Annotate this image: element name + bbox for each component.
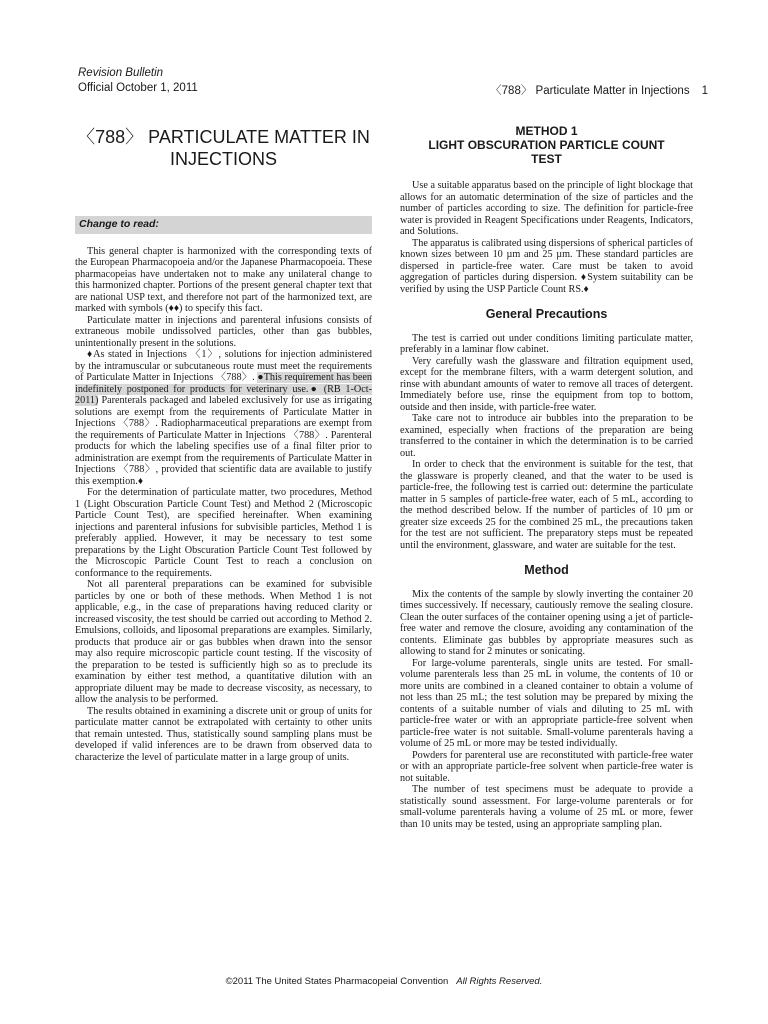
paragraph-method-1: Mix the contents of the sample by slowly inverting the container 20 times successively. If necessary, cautiously remove the sealing closure. Clean the outer surfaces of the container opening using a jet of particle-free water and remove the closure, avoiding any contamination of the contents. Eliminate gas bubbles by appropriate measures such as allowing to stand for 2 minutes or sonicating. <box>400 588 693 657</box>
chapter-title-line2: INJECTIONS <box>169 149 277 169</box>
paragraph-exemptions <box>75 349 372 487</box>
change-to-read-banner: Change to read: <box>75 216 372 234</box>
paragraph-definition: Particulate matter in injections and parenteral infusions consists of extraneous mobile undissolved particles, other than gas bubbles, unintentionally present in the solutions. <box>75 314 372 349</box>
right-column <box>400 124 693 830</box>
paragraph-harmonization: This general chapter is harmonized with the corresponding texts of the European Pharmacopoeia and/or the Japanese Pharmacopoeia. These pharmacopeias have undertaken not to make any unilateral change to this harmonized chapter. Portions of the present general chapter text that are national USP text, and therefore not part of the harmonized text, are marked with symbols (♦♦) to specify this fact. <box>75 245 372 314</box>
revision-highlight: ●This requirement has been indefinitely postponed for products for veterinary use.● (RB 1-Oct-2011) <box>75 372 373 406</box>
official-date: Official October 1, 2011 <box>78 82 198 94</box>
exemptions-text-a: ♦As stated in Injections 〈1〉, solutions for injection administered by the intramuscular or subcutaneous route must meet the requirements of Particulate Matter in Injections 〈788〉. <box>75 349 372 383</box>
chapter-title-line1: 〈788〉 PARTICULATE MATTER IN <box>77 127 370 147</box>
header-right <box>490 82 708 98</box>
section-heading-method: Method <box>524 563 569 577</box>
method-1-title-line2: TEST <box>531 152 562 166</box>
section-heading-general-precautions: General Precautions <box>485 307 608 321</box>
paragraph-procedures: For the determination of particulate matter, two procedures, Method 1 (Light Obscuration Particle Count Test) and Method 2 (Microscopic Particle Count Test), are specified hereinafter. When examining injections and parenteral infusions for subvisible particles, Method 1 is preferably applied. However, it may be necessary to test some preparations by the Light Obscuration Particle Count Test followed by the Microscopic Particle Count Test to reach a conclusion on conformance to the requirements. <box>75 487 372 579</box>
bulletin-label: Revision Bulletin <box>78 67 164 79</box>
chapter-title <box>75 126 372 170</box>
paragraph-method-3: Powders for parenteral use are reconstituted with particle-free water or with an appropriate particle-free solvent when particle-free water is not suitable. <box>400 749 693 784</box>
page-footer <box>0 976 768 987</box>
paragraph-apparatus: Use a suitable apparatus based on the principle of light blockage that allows for an automatic determination of the size of particles and the number of particles according to size. The definition for particle-free water is provided in Reagent Specifications under Reagents, Indicators, and Solutions. <box>400 180 693 237</box>
method-1-label: METHOD 1 <box>515 124 578 138</box>
paragraph-precautions-4: In order to check that the environment is suitable for the test, that the glassware is properly cleaned, and that the water to be used is particle-free, the following test is carried out: determine the particulate matter in 5 samples of particle-free water, each of 5 mL, according to the method described below. If the number of particles of 10 µm or greater size exceeds 25 for the combined 25 mL, the precautions taken for the test are not sufficient. The preparatory steps must be repeated until the environment, glassware, and water are suitable for the test. <box>400 459 693 551</box>
rights-text: All Rights Reserved. <box>456 976 543 987</box>
method-1-title-line1: LIGHT OBSCURATION PARTICLE COUNT <box>428 138 665 152</box>
paragraph-sampling: The results obtained in examining a discrete unit or group of units for particulate matter cannot be extrapolated with certainty to other units that remain untested. Thus, statistically sound sampling plans must be developed if valid inferences are to be drawn from observed data to characterize the level of particulate matter in a large group of units. <box>75 705 372 763</box>
header-left <box>78 66 198 96</box>
paragraph-precautions-3: Take care not to introduce air bubbles into the preparation to be examined, especially when fractions of the preparation are being transferred to the container in which the determination is to be carried out. <box>400 413 693 459</box>
paragraph-method-4: The number of test specimens must be adequate to provide a statistically sound assessment. For large-volume parenterals or for small-volume parenterals having a volume of 25 mL or more, fewer than 10 units may be tested, using an appropriate sampling plan. <box>400 784 693 830</box>
left-column <box>75 126 372 763</box>
exemptions-text-b: Parenterals packaged and labeled exclusively for use as irrigating solutions are exempt from the requirements of Particulate Matter in Injections 〈788〉. Radiopharmaceutical preparations are exempt from the requirements of Particulate Matter in Injections 〈788〉. Parenteral products for which the labeling specifies use of a final filter prior to administration are exempt from the requirements of Particulate Matter in Injections 〈788〉, provided that scientific data are available to justify this exemption.♦ <box>75 395 372 487</box>
paragraph-applicability: Not all parenteral preparations can be examined for subvisible particles by one or both of these methods. When Method 1 is not applicable, e.g., in the case of preparations having reduced clarity or increased viscosity, the test should be carried out according to Method 2. Emulsions, colloids, and liposomal preparations are examples. Similarly, products that produce air or gas bubbles when drawn into the sensor may also require microscopic particle count testing. If the viscosity of the preparation to be tested is sufficiently high so as to preclude its examination by either test method, a quantitative dilution with an appropriate diluent may be made to decrease viscosity, as necessary, to allow the analysis to be performed. <box>75 579 372 705</box>
copyright-text: ©2011 The United States Pharmacopeial Convention <box>225 976 449 987</box>
method-1-heading <box>400 124 693 166</box>
paragraph-method-2: For large-volume parenterals, single units are tested. For small-volume parenterals less than 25 mL in volume, the contents of 10 or more units are combined in a cleaned container to obtain a volume of not less than 25 mL; the test solution may be prepared by mixing the contents of a suitable number of vials and diluting to 25 mL with particle-free water or with an appropriate particle-free solvent when particle-free water is not suitable. Small-volume parenterals having a volume of 25 mL or more may be tested individually. <box>400 657 693 749</box>
paragraph-calibration: The apparatus is calibrated using dispersions of spherical particles of known sizes between 10 µm and 25 µm. These standard particles are dispersed in particle-free water. Care must be taken to avoid aggregation of particles during dispersion. ♦System suitability can be verified by using the USP Particle Count RS.♦ <box>400 237 693 295</box>
paragraph-precautions-2: Very carefully wash the glassware and filtration equipment used, except for the membrane filters, with a warm detergent solution, and rinse with abundant amounts of water to remove all traces of detergent. Immediately before use, rinse the equipment from top to bottom, outside and then inside, with particle-free water. <box>400 355 693 413</box>
running-title: 〈788〉 Particulate Matter in Injections <box>490 85 690 97</box>
paragraph-precautions-1: The test is carried out under conditions limiting particulate matter, preferably in a laminar flow cabinet. <box>400 332 693 355</box>
page-number: 1 <box>701 85 708 97</box>
